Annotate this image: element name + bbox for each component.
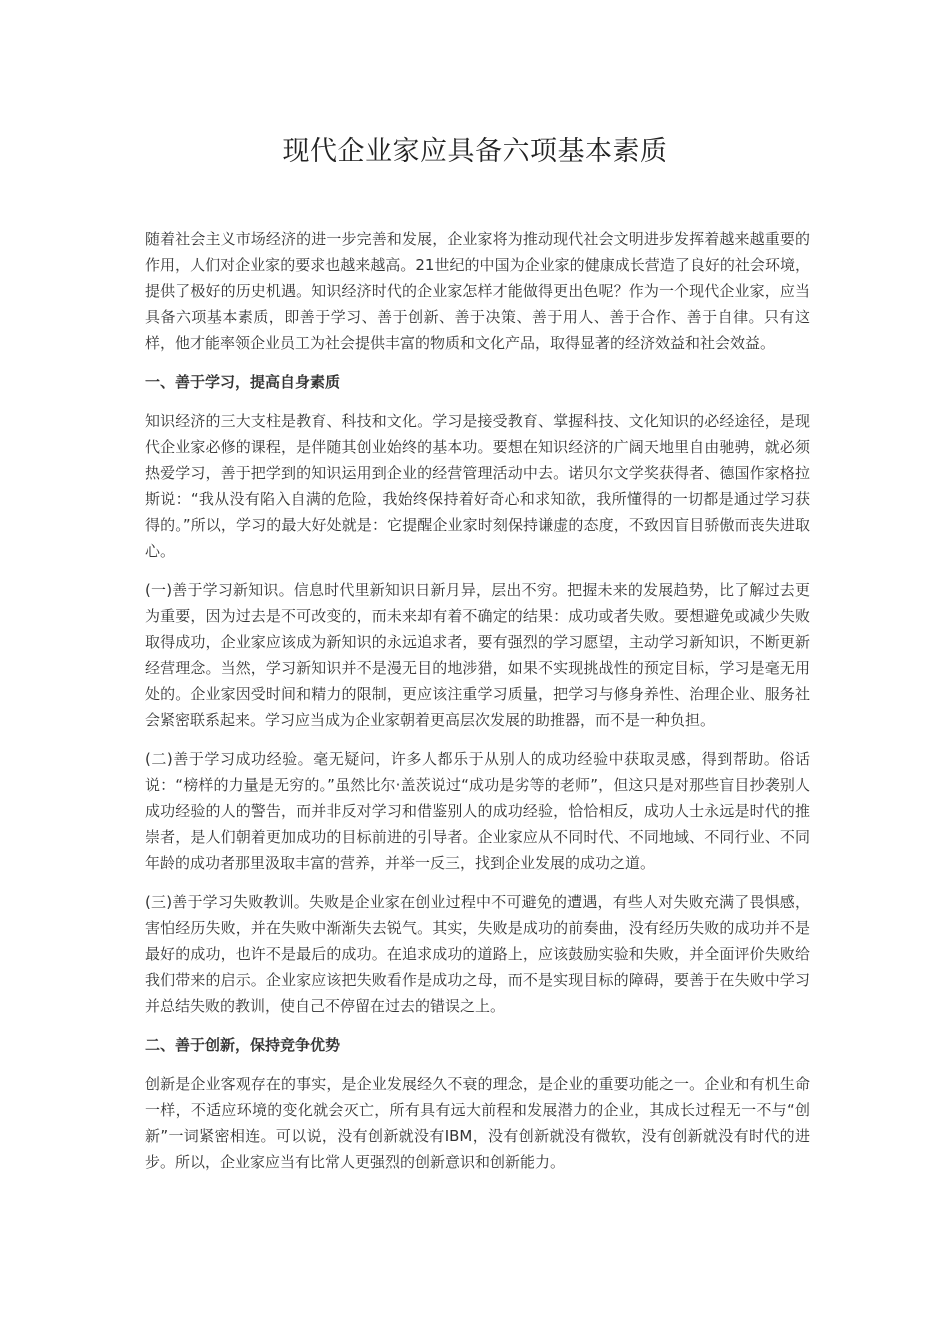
body-paragraph: (二)善于学习成功经验。毫无疑问，许多人都乐于从别人的成功经验中获取灵感，得到帮助。俗话说：“榜样的力量是无穷的。”虽然比尔·盖茨说过“成功是劣等的老师”，但这只是对那些盲目抄袭别人成功经验的人的警告，而并非反对学习和借鉴别人的成功经验，恰恰相反，成功人士永远是时代的推崇者，是人们朝着更加成功的目标前进的引导者。企业家应从不同时代、不同地域、不同行业、不同年龄的成功者那里汲取丰富的营养，并举一反三，找到企业发展的成功之道。 [145,750,810,872]
body-paragraph: (一)善于学习新知识。信息时代里新知识日新月异，层出不穷。把握未来的发展趋势，比了解过去更为重要，因为过去是不可改变的，而未来却有着不确定的结果：成功或者失败。要想避免或减少失败取得成功，企业家应该成为新知识的永远追求者，要有强烈的学习愿望，主动学习新知识，不断更新经营理念。当然，学习新知识并不是漫无目的地涉猎，如果不实现挑战性的预定目标，学习是毫无用处的。企业家因受时间和精力的限制，更应该注重学习质量，把学习与修身养性、治理企业、服务社会紧密联系起来。学习应当成为企业家朝着更高层次发展的助推器，而不是一种负担。 [145,581,810,729]
body-paragraph: 创新是企业客观存在的事实，是企业发展经久不衰的理念，是企业的重要功能之一。企业和有机生命一样，不适应环境的变化就会灭亡，所有具有远大前程和发展潜力的企业，其成长过程无一不与“创新”一词紧密相连。可以说，没有创新就没有IBM，没有创新就没有微软，没有创新就没有时代的进步。所以，企业家应当有比常人更强烈的创新意识和创新能力。 [145,1075,810,1171]
section-heading-1: 一、善于学习，提高自身素质 [145,373,341,391]
body-paragraph: 知识经济的三大支柱是教育、科技和文化。学习是接受教育、掌握科技、文化知识的必经途径，是现代企业家必修的课程，是伴随其创业始终的基本功。要想在知识经济的广阔天地里自由驰骋，就必须热爱学习，善于把学到的知识运用到企业的经营管理活动中去。诺贝尔文学奖获得者、德国作家格拉斯说：“我从没有陷入自满的危险，我始终保持着好奇心和求知欲，我所懂得的一切都是通过学习获得的。”所以，学习的最大好处就是：它提醒企业家时刻保持谦虚的态度，不致因盲目骄傲而丧失进取心。 [145,412,810,560]
document-title: 现代企业家应具备六项基本素质 [282,136,668,167]
intro-paragraph: 随着社会主义市场经济的进一步完善和发展，企业家将为推动现代社会文明进步发挥着越来越重要的作用，人们对企业家的要求也越来越高。21世纪的中国为企业家的健康成长营造了良好的社会环境，提供了极好的历史机遇。知识经济时代的企业家怎样才能做得更出色呢？作为一个现代企业家，应当具备六项基本素质，即善于学习、善于创新、善于决策、善于用人、善于合作、善于自律。只有这样，他才能率领企业员工为社会提供丰富的物质和文化产品，取得显著的经济效益和社会效益。 [145,230,810,352]
body-paragraph: (三)善于学习失败教训。失败是企业家在创业过程中不可避免的遭遇，有些人对失败充满了畏惧感，害怕经历失败，并在失败中渐渐失去锐气。其实，失败是成功的前奏曲，没有经历失败的成功并不是最好的成功，也许不是最后的成功。在追求成功的道路上，应该鼓励实验和失败，并全面评价失败给我们带来的启示。企业家应该把失败看作是成功之母，而不是实现目标的障碍，要善于在失败中学习并总结失败的教训，使自己不停留在过去的错误之上。 [145,893,810,1015]
document-body [145,226,810,1188]
section-heading-2: 二、善于创新，保持竞争优势 [145,1036,341,1054]
